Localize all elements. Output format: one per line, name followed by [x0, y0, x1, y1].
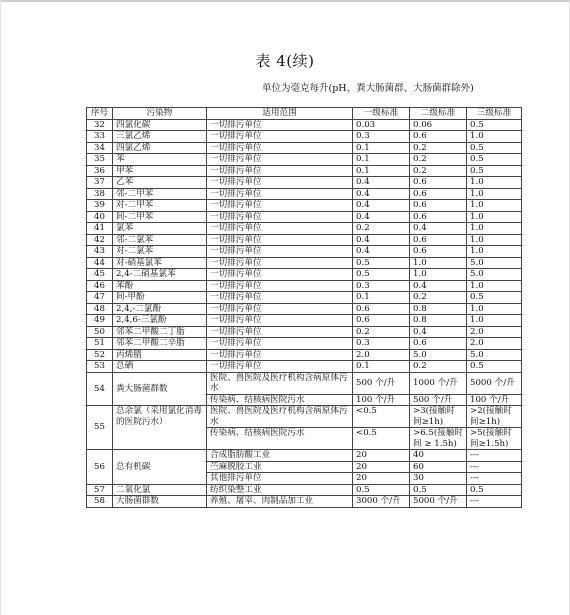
- cell-scope: 一切排污单位: [207, 177, 353, 189]
- cell-grade2: 0.6: [410, 211, 467, 223]
- cell-grade2: 30: [410, 473, 467, 485]
- cell-pollutant: 大肠菌群数: [113, 496, 207, 508]
- cell-grade2: 0.6: [410, 200, 467, 212]
- cell-grade1: 0.3: [353, 131, 410, 143]
- cell-grade1: 0.4: [353, 234, 410, 246]
- cell-grade2: 0.2: [410, 292, 467, 304]
- table-row: [87, 349, 522, 361]
- cell-grade3: 1.0: [467, 177, 522, 189]
- cell-grade3: 0.5: [467, 484, 522, 496]
- cell-grade3: ---: [467, 461, 522, 473]
- cell-pollutant: 总硒: [113, 361, 207, 373]
- header-cell-grade3: 三级标准: [467, 108, 522, 120]
- cell-pollutant: 2,4,-二氯酚: [113, 303, 207, 315]
- cell-grade3: 1.0: [467, 246, 522, 258]
- cell-no: 47: [87, 292, 113, 304]
- cell-no: 56: [87, 450, 113, 485]
- table-row: [87, 292, 522, 304]
- cell-pollutant: 总余氯（采用氯化消毒的医院污水）: [113, 406, 207, 450]
- page-top-border: [0, 0, 570, 2]
- cell-grade1: 0.5: [353, 257, 410, 269]
- cell-grade3: 5.0: [467, 349, 522, 361]
- cell-grade2: 0.6: [410, 177, 467, 189]
- table-row: [87, 177, 522, 189]
- table-row: [87, 326, 522, 338]
- table-row: [87, 211, 522, 223]
- table-row: [87, 234, 522, 246]
- header-cell-pollutant: 污染物: [113, 108, 207, 120]
- cell-scope: 一切排污单位: [207, 142, 353, 154]
- cell-pollutant: 邻苯二甲酸二丁脂: [113, 326, 207, 338]
- cell-pollutant: 三氯乙烯: [113, 131, 207, 143]
- table-row: [87, 372, 522, 394]
- cell-scope: 一切排污单位: [207, 326, 353, 338]
- table-row: [87, 223, 522, 235]
- cell-no: 43: [87, 246, 113, 258]
- cell-scope: 医院、兽医院及医疗机构含病原体污水: [207, 406, 353, 428]
- cell-grade1: 0.3: [353, 280, 410, 292]
- cell-grade3: 0.5: [467, 361, 522, 373]
- cell-no: 55: [87, 406, 113, 450]
- cell-grade2: 0.4: [410, 280, 467, 292]
- cell-no: 38: [87, 188, 113, 200]
- cell-no: 49: [87, 315, 113, 327]
- cell-no: 44: [87, 257, 113, 269]
- table-title: 表 4(续): [255, 52, 315, 70]
- table-row: [87, 361, 522, 373]
- cell-grade2: 0.5: [410, 484, 467, 496]
- table-row: [87, 280, 522, 292]
- cell-grade1: 20: [353, 461, 410, 473]
- cell-grade3: ---: [467, 473, 522, 485]
- header-cell-no: 序号: [87, 108, 113, 120]
- cell-scope: 苎麻脱胶工业: [207, 461, 353, 473]
- cell-grade2: 0.8: [410, 315, 467, 327]
- table-row: [87, 257, 522, 269]
- cell-grade3: 1.0: [467, 280, 522, 292]
- table-row: [87, 406, 522, 428]
- cell-grade3: 5.0: [467, 269, 522, 281]
- cell-scope: 一切排污单位: [207, 338, 353, 350]
- cell-grade2: 60: [410, 461, 467, 473]
- table-body-tail: [87, 484, 522, 507]
- header-cell-grade1: 一级标准: [353, 108, 410, 120]
- cell-scope: 一切排污单位: [207, 303, 353, 315]
- cell-scope: 一切排污单位: [207, 257, 353, 269]
- cell-pollutant: 粪大肠菌群数: [113, 372, 207, 406]
- cell-scope: 一切排污单位: [207, 154, 353, 166]
- page-left-border: [0, 0, 1, 615]
- cell-pollutant: 间-二甲苯: [113, 211, 207, 223]
- cell-grade2: 1.0: [410, 269, 467, 281]
- cell-grade2: >6.5(接触时 间 ≥ 1.5h): [410, 428, 467, 450]
- cell-scope: 合成脂肪酸工业: [207, 450, 353, 462]
- cell-grade1: 2.0: [353, 349, 410, 361]
- cell-pollutant: 对-二甲苯: [113, 200, 207, 212]
- table-header: [87, 108, 522, 120]
- cell-scope: 一切排污单位: [207, 165, 353, 177]
- cell-grade3: 2.0: [467, 338, 522, 350]
- cell-pollutant: 二氧化氯: [113, 484, 207, 496]
- cell-no: 35: [87, 154, 113, 166]
- cell-scope: 一切排污单位: [207, 200, 353, 212]
- cell-grade1: 0.5: [353, 484, 410, 496]
- cell-grade3: >2(接触时间≥1h): [467, 406, 522, 428]
- cell-pollutant: 氯苯: [113, 223, 207, 235]
- cell-scope: 传染病、结核病医院污水: [207, 428, 353, 450]
- table-row: [87, 315, 522, 327]
- cell-grade2: 40: [410, 450, 467, 462]
- cell-no: 36: [87, 165, 113, 177]
- cell-no: 58: [87, 496, 113, 508]
- cell-grade1: <0.5: [353, 428, 410, 450]
- cell-no: 46: [87, 280, 113, 292]
- cell-pollutant: 四氯化碳: [113, 119, 207, 131]
- cell-grade1: 0.6: [353, 303, 410, 315]
- cell-grade1: 0.1: [353, 154, 410, 166]
- cell-scope: 一切排污单位: [207, 246, 353, 258]
- cell-grade3: 100 个/升: [467, 394, 522, 406]
- cell-pollutant: 2,4,6-三氯酚: [113, 315, 207, 327]
- cell-grade1: 0.1: [353, 361, 410, 373]
- unit-note: 单位为毫克每升(pH、粪大肠菌群、大肠菌群除外): [262, 83, 474, 94]
- cell-grade3: 5.0: [467, 257, 522, 269]
- cell-grade1: 0.4: [353, 211, 410, 223]
- table-row: [87, 303, 522, 315]
- table-row: [87, 246, 522, 258]
- cell-scope: 一切排污单位: [207, 315, 353, 327]
- cell-grade3: 5000 个/升: [467, 372, 522, 394]
- cell-grade1: 0.4: [353, 246, 410, 258]
- table-row: [87, 154, 522, 166]
- cell-grade1: <0.5: [353, 406, 410, 428]
- cell-grade1: 0.2: [353, 326, 410, 338]
- cell-scope: 一切排污单位: [207, 361, 353, 373]
- cell-grade3: 1.0: [467, 315, 522, 327]
- cell-grade3: 1.0: [467, 211, 522, 223]
- cell-grade3: 1.0: [467, 131, 522, 143]
- cell-grade3: ---: [467, 450, 522, 462]
- cell-scope: 一切排污单位: [207, 349, 353, 361]
- cell-no: 50: [87, 326, 113, 338]
- cell-scope: 其他排污单位: [207, 473, 353, 485]
- cell-no: 39: [87, 200, 113, 212]
- table-row: [87, 142, 522, 154]
- cell-pollutant: 四氯乙烯: [113, 142, 207, 154]
- cell-no: 45: [87, 269, 113, 281]
- cell-scope: 一切排污单位: [207, 188, 353, 200]
- cell-grade1: 0.1: [353, 142, 410, 154]
- cell-no: 57: [87, 484, 113, 496]
- cell-no: 54: [87, 372, 113, 406]
- cell-pollutant: 对-硝基氯苯: [113, 257, 207, 269]
- cell-pollutant: 丙烯腈: [113, 349, 207, 361]
- cell-scope: 一切排污单位: [207, 223, 353, 235]
- cell-no: 48: [87, 303, 113, 315]
- cell-scope: 一切排污单位: [207, 269, 353, 281]
- cell-pollutant: 2,4-二硝基氯苯: [113, 269, 207, 281]
- cell-pollutant: 间-甲酚: [113, 292, 207, 304]
- table-row: [87, 131, 522, 143]
- cell-grade2: 1.0: [410, 257, 467, 269]
- cell-scope: 纺织染整工业: [207, 484, 353, 496]
- cell-no: 53: [87, 361, 113, 373]
- table-row: [87, 496, 522, 508]
- table-row: [87, 188, 522, 200]
- cell-pollutant: 甲苯: [113, 165, 207, 177]
- table-row: [87, 165, 522, 177]
- cell-grade3: ---: [467, 496, 522, 508]
- cell-grade3: 0.5: [467, 165, 522, 177]
- cell-grade2: 0.6: [410, 131, 467, 143]
- cell-grade2: 5.0: [410, 349, 467, 361]
- cell-grade2: 500 个/升: [410, 394, 467, 406]
- cell-scope: 养殖、屠宰、肉制品加工业: [207, 496, 353, 508]
- cell-grade1: 0.4: [353, 177, 410, 189]
- cell-grade2: 0.4: [410, 223, 467, 235]
- header-cell-grade2: 二级标准: [410, 108, 467, 120]
- cell-grade2: 0.6: [410, 338, 467, 350]
- cell-grade2: 0.2: [410, 361, 467, 373]
- cell-pollutant: 乙苯: [113, 177, 207, 189]
- cell-grade2: 0.6: [410, 234, 467, 246]
- table-body-multi: [87, 372, 522, 484]
- cell-grade2: 0.6: [410, 188, 467, 200]
- cell-pollutant: 总有机碳: [113, 450, 207, 485]
- cell-grade1: 3000 个/升: [353, 496, 410, 508]
- cell-grade3: 2.0: [467, 326, 522, 338]
- cell-grade1: 100 个/升: [353, 394, 410, 406]
- cell-pollutant: 苯酚: [113, 280, 207, 292]
- cell-grade1: 20: [353, 450, 410, 462]
- table-row: [87, 484, 522, 496]
- table-row: [87, 450, 522, 462]
- cell-no: 32: [87, 119, 113, 131]
- cell-grade1: 0.6: [353, 315, 410, 327]
- cell-grade3: 1.0: [467, 200, 522, 212]
- cell-no: 51: [87, 338, 113, 350]
- cell-grade3: 1.0: [467, 234, 522, 246]
- cell-scope: 医院、兽医院及医疗机构含病原体污水: [207, 372, 353, 394]
- cell-grade1: 20: [353, 473, 410, 485]
- table-body-simple: [87, 119, 522, 372]
- cell-scope: 一切排污单位: [207, 234, 353, 246]
- table-row: [87, 338, 522, 350]
- cell-grade2: 0.2: [410, 165, 467, 177]
- cell-grade2: 1000 个/升: [410, 372, 467, 394]
- cell-grade2: 0.2: [410, 142, 467, 154]
- table-row: [87, 119, 522, 131]
- cell-grade2: 0.2: [410, 154, 467, 166]
- header-cell-scope: 适用范围: [207, 108, 353, 120]
- cell-scope: 一切排污单位: [207, 280, 353, 292]
- cell-no: 40: [87, 211, 113, 223]
- cell-no: 33: [87, 131, 113, 143]
- pollutant-standards-table: [86, 107, 522, 508]
- cell-pollutant: 邻苯二甲酸二辛脂: [113, 338, 207, 350]
- cell-pollutant: 邻-二甲苯: [113, 188, 207, 200]
- cell-grade3: 0.5: [467, 154, 522, 166]
- cell-grade1: 0.5: [353, 269, 410, 281]
- cell-grade1: 0.3: [353, 338, 410, 350]
- cell-grade2: 5000 个/升: [410, 496, 467, 508]
- cell-grade3: 1.0: [467, 188, 522, 200]
- cell-grade2: 0.4: [410, 326, 467, 338]
- cell-pollutant: 对-二氯苯: [113, 246, 207, 258]
- cell-no: 52: [87, 349, 113, 361]
- cell-grade3: 0.5: [467, 119, 522, 131]
- cell-grade2: >3(接触时间≥1h): [410, 406, 467, 428]
- cell-grade1: 0.03: [353, 119, 410, 131]
- cell-grade2: 0.8: [410, 303, 467, 315]
- cell-grade3: >5(接触时间≥1.5h): [467, 428, 522, 450]
- cell-grade3: 1.0: [467, 303, 522, 315]
- cell-grade2: 0.06: [410, 119, 467, 131]
- cell-no: 37: [87, 177, 113, 189]
- header-row: [87, 108, 522, 120]
- cell-scope: 一切排污单位: [207, 211, 353, 223]
- cell-grade3: 0.5: [467, 292, 522, 304]
- cell-grade3: 0.5: [467, 142, 522, 154]
- cell-no: 34: [87, 142, 113, 154]
- cell-scope: 一切排污单位: [207, 292, 353, 304]
- cell-scope: 一切排污单位: [207, 131, 353, 143]
- cell-scope: 一切排污单位: [207, 119, 353, 131]
- cell-grade2: 0.6: [410, 246, 467, 258]
- cell-grade3: 1.0: [467, 223, 522, 235]
- cell-scope: 传染病、结核病医院污水: [207, 394, 353, 406]
- cell-grade1: 0.1: [353, 292, 410, 304]
- cell-no: 41: [87, 223, 113, 235]
- cell-grade1: 0.2: [353, 223, 410, 235]
- cell-grade1: 0.4: [353, 200, 410, 212]
- cell-pollutant: 苯: [113, 154, 207, 166]
- table-row: [87, 200, 522, 212]
- table-row: [87, 269, 522, 281]
- cell-pollutant: 邻-二氯苯: [113, 234, 207, 246]
- cell-no: 42: [87, 234, 113, 246]
- cell-grade1: 0.1: [353, 165, 410, 177]
- cell-grade1: 500 个/升: [353, 372, 410, 394]
- cell-grade1: 0.4: [353, 188, 410, 200]
